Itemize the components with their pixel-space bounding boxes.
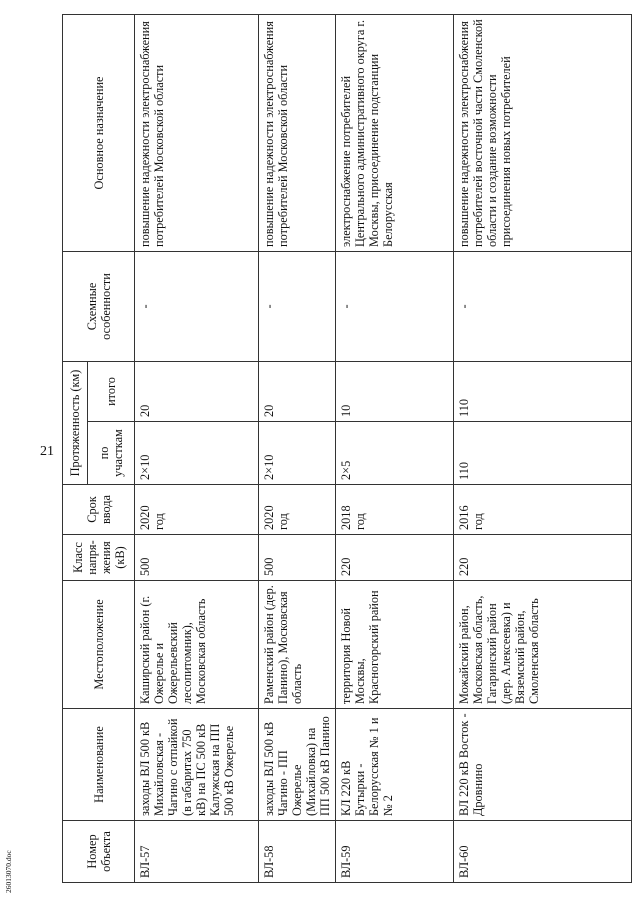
- cell-voltage: 220: [454, 535, 632, 581]
- cell-term: 2018 год: [336, 485, 454, 535]
- cell-term: 2016 год: [454, 485, 632, 535]
- header-length: Протяженность (км): [63, 361, 88, 484]
- cell-term: 2020 год: [135, 485, 259, 535]
- cell-name: заходы ВЛ 500 кВ Михайловская - Чагино с отпайкой (в габаритах 750 кВ) на ПС 500 кВ Калужская на ПП 500 кВ Ожерелье: [135, 709, 259, 821]
- header-location: Местоположение: [63, 581, 135, 709]
- cell-name: КЛ 220 кВ Бутырки - Белорусская № 1 и № 2: [336, 709, 454, 821]
- power-lines-table: [62, 14, 632, 883]
- cell-location: Можайский район, Московская область, Гагаринский район (дер. Алексеевка) и Вяземский район, Смоленская область: [454, 581, 632, 709]
- header-row: [63, 14, 88, 882]
- cell-number: ВЛ-57: [135, 821, 259, 883]
- cell-location: Каширский район (г. Ожерелье и Ожерельевский лесопитомник), Московская область: [135, 581, 259, 709]
- cell-voltage: 220: [336, 535, 454, 581]
- cell-total: 10: [336, 361, 454, 421]
- cell-term: 2020 год: [259, 485, 336, 535]
- cell-location: Раменский район (дер. Панино), Московская область: [259, 581, 336, 709]
- header-by-section: по участкам: [88, 422, 135, 485]
- page-number: 21: [40, 444, 54, 459]
- cell-number: ВЛ-58: [259, 821, 336, 883]
- footer-filename: 26013070.doc: [4, 850, 13, 893]
- table-row: [259, 14, 336, 882]
- cell-number: ВЛ-59: [336, 821, 454, 883]
- cell-voltage: 500: [259, 535, 336, 581]
- table-row: [336, 14, 454, 882]
- cell-purpose: повышение надежности электроснабжения потребителей восточной части Смоленской области и создание возможности присоединения новых потребителей: [454, 14, 632, 251]
- header-number: Номер объекта: [63, 821, 135, 883]
- header-term: Срок ввода: [63, 485, 135, 535]
- cell-by-section: 110: [454, 422, 632, 485]
- cell-purpose: повышение надежности электроснабжения потребителей Московской области: [135, 14, 259, 251]
- header-voltage: Класс напря-жения (кВ): [63, 535, 135, 581]
- table-row: [135, 14, 259, 882]
- cell-features: -: [336, 251, 454, 361]
- header-name: Наименование: [63, 709, 135, 821]
- header-total: итого: [88, 361, 135, 421]
- cell-number: ВЛ-60: [454, 821, 632, 883]
- cell-features: -: [454, 251, 632, 361]
- cell-total: 110: [454, 361, 632, 421]
- cell-by-section: 2×5: [336, 422, 454, 485]
- header-features: Схемные особенности: [63, 251, 135, 361]
- cell-purpose: электроснабжение потребителей Центрального административного округа г. Москвы, присоединение подстанции Белорусская: [336, 14, 454, 251]
- cell-by-section: 2×10: [259, 422, 336, 485]
- cell-purpose: повышение надежности электроснабжения потребителей Московской области: [259, 14, 336, 251]
- cell-name: заходы ВЛ 500 кВ Чагино - ПП Ожерелье (Михайловка) на ПП 500 кВ Панино: [259, 709, 336, 821]
- cell-total: 20: [135, 361, 259, 421]
- cell-voltage: 500: [135, 535, 259, 581]
- cell-features: -: [135, 251, 259, 361]
- cell-total: 20: [259, 361, 336, 421]
- header-purpose: Основное назначение: [63, 14, 135, 251]
- cell-name: ВЛ 220 кВ Восток - Дровнино: [454, 709, 632, 821]
- rotated-table-container: [62, 15, 632, 883]
- cell-features: -: [259, 251, 336, 361]
- cell-location: территория Новой Москвы, Красногорский район: [336, 581, 454, 709]
- table-row: [454, 14, 632, 882]
- cell-by-section: 2×10: [135, 422, 259, 485]
